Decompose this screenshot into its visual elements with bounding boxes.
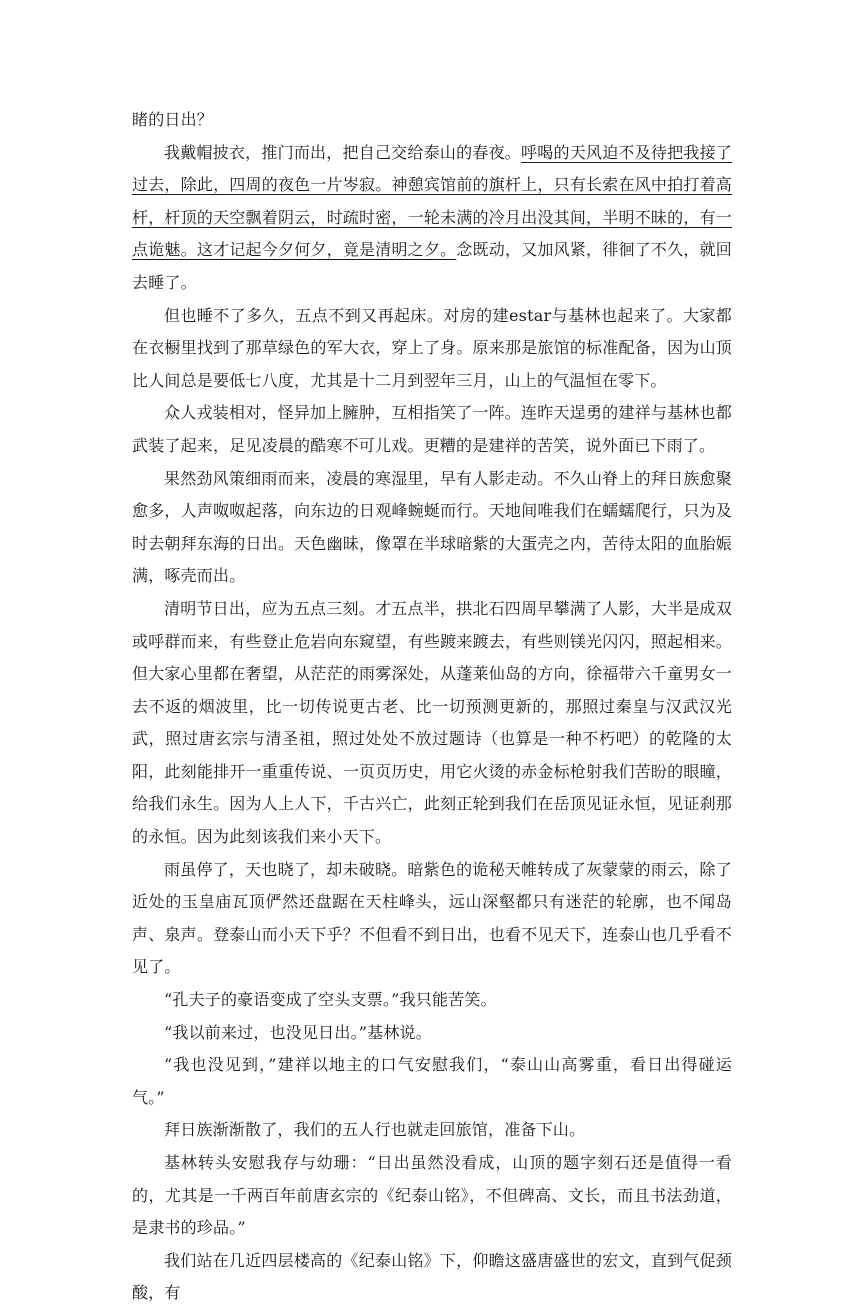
paragraph-lead-text: 我戴帽披衣，推门而出，把自己交给泰山的春夜。 [164, 142, 522, 162]
dialogue-line: “孔夫子的豪语变成了空头支票。”我只能苦笑。 [164, 990, 497, 1010]
dialogue-line: “我以前来过，也没见日出。”基林说。 [164, 1022, 432, 1042]
paragraph: 清明节日出，应为五点三刻。才五点半，拱北石四周早攀满了人影，大半是成双或呼群而来，有些登止危岩向东窥望，有些踱来踱去，有些则镁光闪闪，照起相来。但大家心里都在奢望，从茫茫的雨雾深处，从蓬莱仙岛的方向，徐福带六千童男女一去不返的烟波里，比一切传说更古老、比一切预测更新的，那照过秦皇与汉武汉光武，照过唐玄宗与清圣祖，照过处处不放过题诗（也算是一种不朽吧）的乾隆的太阳，此刻能排开一重重传说、一页页历史，用它火烫的赤金标枪射我们苦盼的眼瞳，给我们永生。因为人上人下，千古兴亡，此刻正轮到我们在岳顶见证永恒，见证刹那的永恒。因为此刻该我们来小天下。 [132, 598, 732, 847]
paragraph: 果然劲风策细雨而来，凌晨的寒湿里，早有人影走动。不久山脊上的拜日族愈聚愈多，人声呶呶起落，向东边的日观峰蜿蜒而行。天地间唯我们在蠕蠕爬行，只为及时去朝拜东海的日出。天色幽昧，像罩在半球暗紫的大蛋壳之内，苦待太阳的血胎娠满，啄壳而出。 [132, 468, 732, 586]
underlined-passage: 呼喝的天风迫不及待把我接了过去，除此，四周的夜色一片岑寂。神憩宾馆前的旗杆上，只有长索在风中拍打着高杆，杆顶的天空飘着阴云，时疏时密，一轮未满的冷月出没其间，半明不昧的，有一点诡魅。这才记起今夕何夕，竟是清明之夕。 [132, 142, 732, 260]
article-body [132, 104, 732, 1310]
paragraph: 众人戎装相对，怪异加上臃肿，互相指笑了一阵。连昨天逞勇的建祥与基林也都武装了起来，足见凌晨的酷寒不可儿戏。更糟的是建祥的苦笑，说外面已下雨了。 [132, 403, 732, 455]
paragraph: 雨虽停了，天也晓了，却未破晓。暗紫色的诡秘天帷转成了灰蒙蒙的雨云，除了近处的玉皇庙瓦顶俨然还盘踞在天柱峰头，远山深壑都只有迷茫的轮廓，也不闻岛声、泉声。登泰山而小天下乎？不但看不到日出，也看不见天下，连泰山也几乎看不见了。 [132, 859, 732, 977]
dialogue-line: “我也没见到，”建祥以地主的口气安慰我们，“泰山山高雾重，看日出得碰运气。” [132, 1055, 732, 1107]
paragraph-trail-text: 念既动，又加风紧，徘徊了不久，就回去睡了。 [132, 240, 732, 292]
paragraph: 基林转头安慰我存与幼珊：“日出虽然没看成，山顶的题字刻石还是值得一看的，尤其是一千两百年前唐玄宗的《纪泰山铭》，不但碑高、文长，而且书法劲道，是隶书的珍品。” [132, 1153, 732, 1238]
paragraph: 拜日族渐渐散了，我们的五人行也就走回旅馆，准备下山。 [164, 1120, 586, 1140]
paragraph: 我们站在几近四层楼高的《纪泰山铭》下，仰瞻这盛唐盛世的宏文，直到气促颈酸，有 [132, 1250, 732, 1303]
paragraph: 但也睡不了多久，五点不到又再起床。对房的建estar与基林也起来了。大家都在衣橱里找到了那草绿色的军大衣，穿上了身。原来那是旅馆的标准配备，因为山顶比人间总是要低七八度，尤其是十二月到翌年三月，山上的气温恒在零下。 [132, 305, 732, 390]
paragraph: 睹的日出？ [132, 110, 214, 129]
paragraph [132, 137, 732, 300]
